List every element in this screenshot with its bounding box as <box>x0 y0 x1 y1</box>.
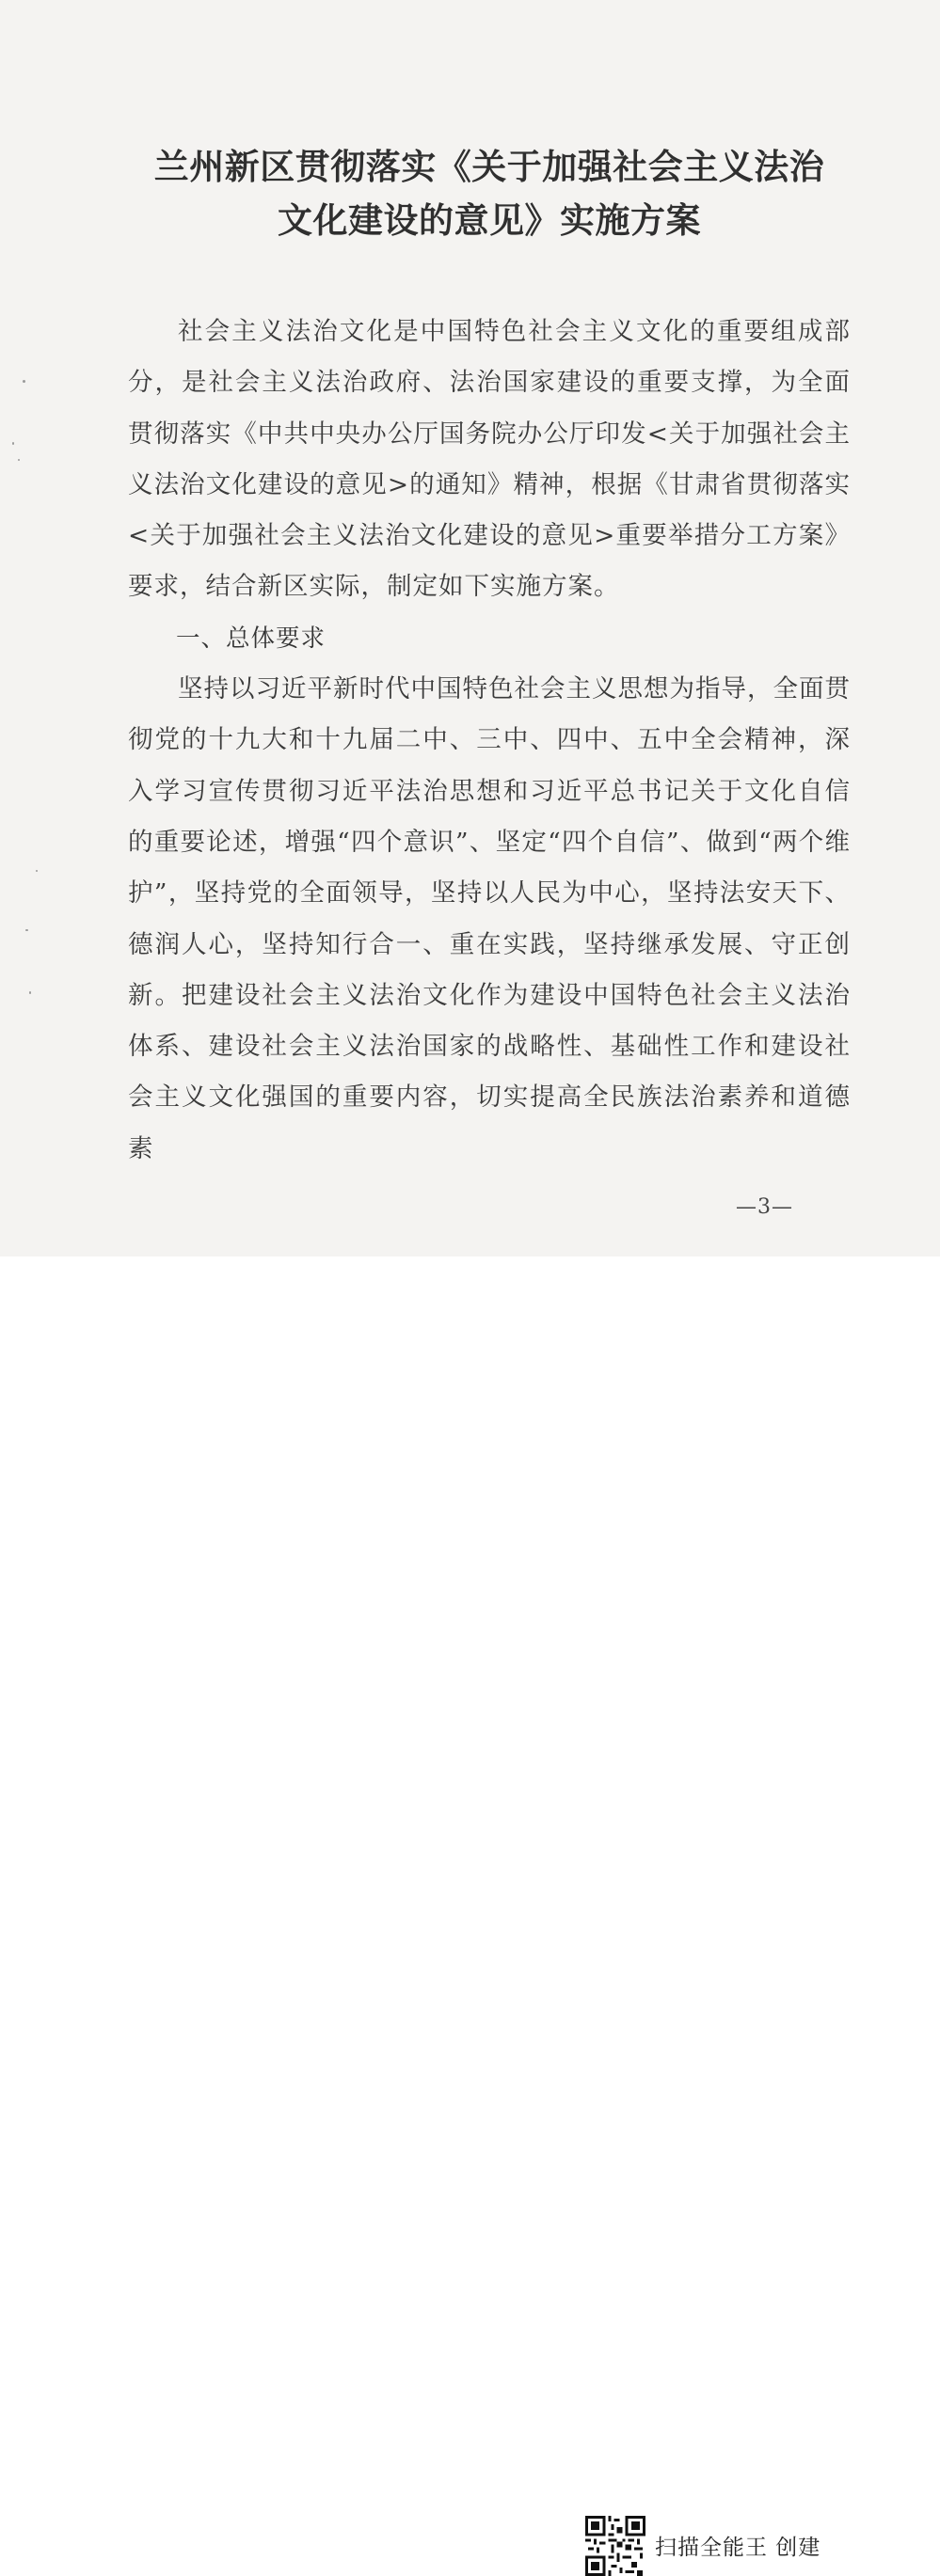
scanner-app-label: 扫描全能王 创建 <box>655 2536 821 2560</box>
scanner-footer <box>0 1256 940 2560</box>
scan-speck <box>25 929 28 931</box>
document-title-line-2: 文化建设的意见》实施方案 <box>278 199 701 241</box>
scan-speck <box>36 870 38 872</box>
intro-paragraph: 社会主义法治文化是中国特色社会主义文化的重要组成部分，是社会主义法治政府、法治国家建设的重要支撑，为全面贯彻落实《中共中央办公厅国务院办公厅印发<关于加强社会主义法治文化建设的意见>的通知》精神，根据《甘肃省贯彻落实<关于加强社会主义法治文化建设的意见>重要举措分工方案》要求，结合新区实际，制定如下实施方案。 <box>128 317 851 602</box>
document-body <box>128 307 851 1175</box>
section-paragraph: 坚持以习近平新时代中国特色社会主义思想为指导，全面贯彻党的十九大和十九届二中、三中、四中、五中全会精神，深入学习宣传贯彻习近平法治思想和习近平总书记关于文化自信的重要论述，增强“四个意识”、坚定“四个自信”、做到“两个维护”，坚持党的全面领导，坚持以人民为中心，坚持法安天下、德润人心，坚持知行合一、重在实践，坚持继承发展、守正创新。把建设社会主义法治文化作为建设中国特色社会主义法治体系、建设社会主义法治国家的战略性、基础性工作和建设社会主义文化强国的重要内容，切实提高全民族法治素养和道德素 <box>128 674 851 1163</box>
scan-speck <box>12 442 14 445</box>
section-heading: 一、总体要求 <box>176 624 327 653</box>
scan-speck <box>18 459 20 461</box>
page-number: —3— <box>736 1195 793 1219</box>
qr-code-icon <box>585 2516 645 2576</box>
scan-speck <box>29 991 31 994</box>
scan-speck <box>23 380 25 383</box>
document-title-line-1: 兰州新区贯彻落实《关于加强社会主义法治 <box>153 146 825 187</box>
scanned-page <box>0 0 940 1256</box>
